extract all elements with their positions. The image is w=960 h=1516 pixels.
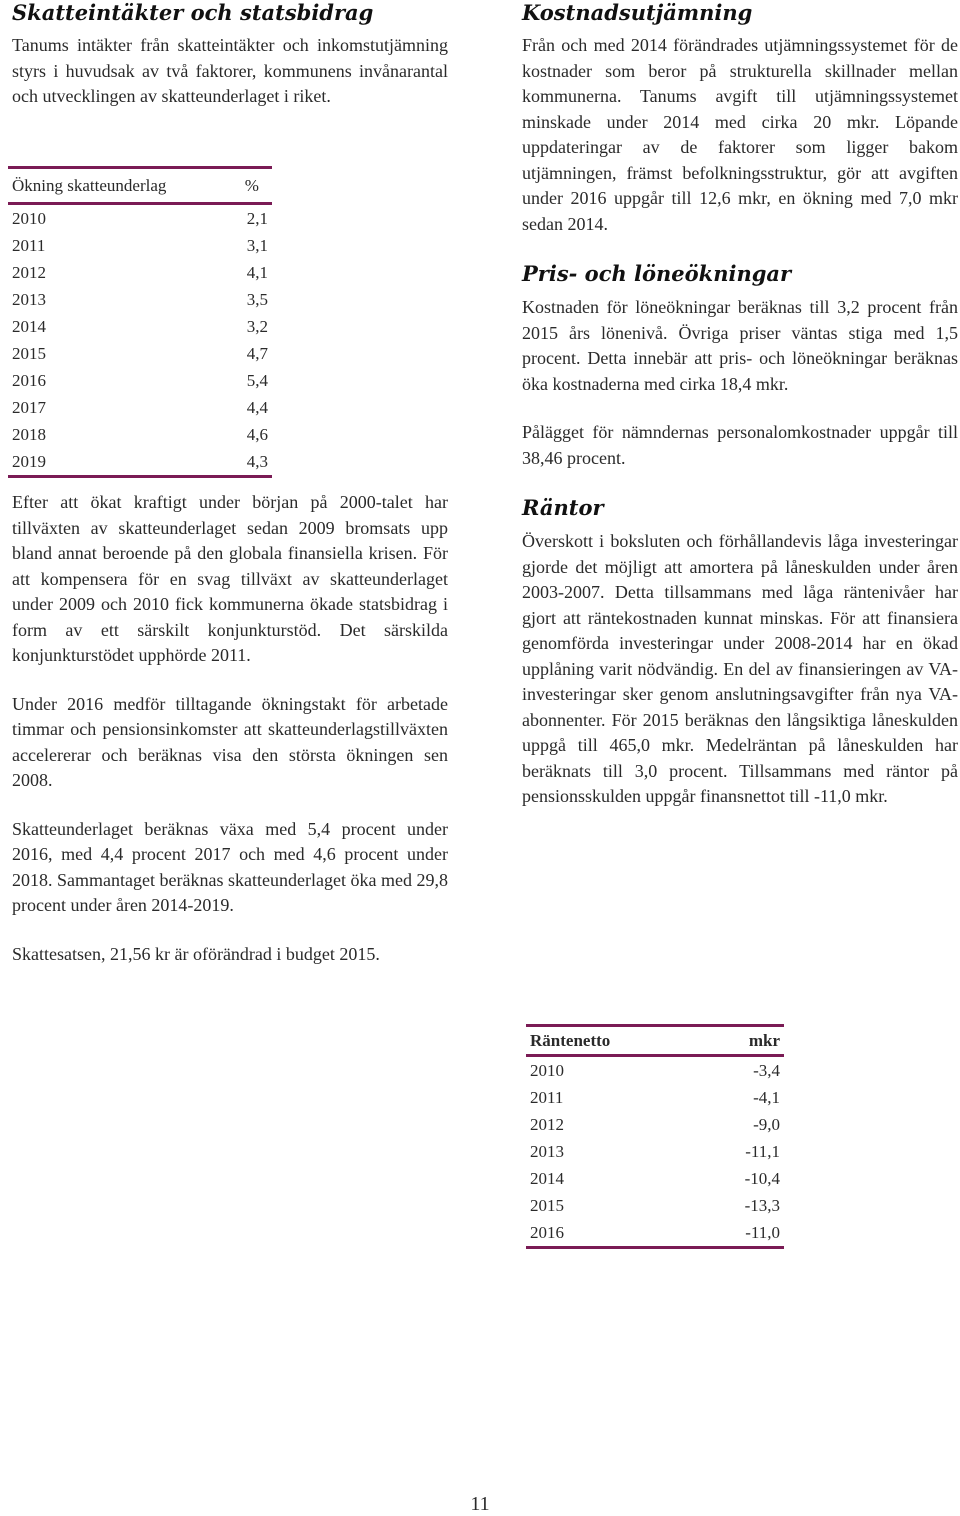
table-row [8,204,272,233]
intro-paragraph: Tanums intäkter från skatteintäkter och inkomstutjämning styrs i huvudsak av två faktorer, kommunens invånarantal och utvecklingen av skatteunderlaget i riket. [12,35,448,106]
row-value: 5,4 [246,370,268,390]
paragraph-skattesats: Skattesatsen, 21,56 kr är oförändrad i budget 2015. [12,943,380,964]
paragraph-tillvaxt: Efter att ökat kraftigt under början på 2000-talet har tillväxten av skatteunderlaget sedan 2009 bromsats upp bland annat beroende på den globala finansiella krisen. För att kompensera för en svag tillväxt av skatteunderlaget under 2009 och 2010 fick kommunerna ökade statsbidrag i form av ett särskilt konjunkturstöd. Det särskilda konjunkturstödet upphörde 2011. [12,492,448,665]
paragraph-2016: Under 2016 medför tilltagande ökningstakt för arbetade timmar och pensionsinkomster att skatteunderlagstillväxten accelererar och beräknas visa den största ökningen sen 2008. [12,693,448,790]
row-year: 2015 [530,1195,564,1215]
row-value: -11,0 [745,1222,780,1242]
table-header-label: Räntenetto [530,1030,611,1050]
table-row [8,340,272,367]
row-year: 2012 [12,262,46,282]
paragraph-rantor: Överskott i boksluten och förhållandevis låga investeringar gjorde det möjligt att amortera på låneskulden under åren 2003-2007. Detta tillsammans med låga räntenivåer har gjort att räntekostnaden kunnat minskas. För att finansiera genomförda investeringar under 2008-2014 har en ökad upplåning varit nödvändig. En del av finansieringen av VA-investeringar sker genom anslutningsavgifter från nya VA-abonnenter. För 2015 beräknas den långsiktiga låneskulden uppgå till 465,0 mkr. Medelräntan på låneskulden har beräknats till 3,0 procent. Tillsammans med räntor på pensionsskulden uppgår finansnettot till -11,0 mkr. [522,531,958,806]
table-row [8,421,272,448]
heading-kostnadsutjamning: Kostnadsutjämning [522,0,753,25]
table-header-unit: % [244,175,259,195]
row-year: 2013 [530,1141,564,1161]
table-row [526,1165,784,1192]
paragraph-kostnadsutjamning: Från och med 2014 förändrades utjämningssystemet för de kostnader som beror på strukturella skillnader mellan kommunerna. Tanums avgift till utjämningssystemet minskade under 2014 med cirka 20 mkr. Löpande uppdateringar av de faktorer som ligger bakom utjämningen, främst befolkningsstruktur, gör att avgiften under 2016 uppgår till 12,6 mkr, en ökning med 7,0 mkr sedan 2014. [522,35,958,234]
table-header-unit: mkr [748,1030,780,1050]
table-row [8,367,272,394]
row-year: 2015 [12,343,46,363]
table-row [8,286,272,313]
row-year: 2018 [12,424,46,444]
heading-skatteintakter: Skatteintäkter och statsbidrag [12,0,374,25]
row-year: 2011 [530,1087,564,1107]
row-year: 2019 [12,451,46,471]
table-row [526,1111,784,1138]
row-year: 2014 [12,316,46,336]
left-column [12,0,448,110]
row-value: 2,1 [246,208,268,228]
row-value: 4,3 [246,451,268,471]
row-year: 2016 [530,1222,564,1242]
heading-pris-loneokningar: Pris- och löneökningar [522,261,792,286]
table-row [526,1138,784,1165]
row-year: 2013 [12,289,46,309]
skatteunderlag-table [8,166,272,478]
row-value: 3,5 [246,289,268,309]
page-number: 11 [470,1493,490,1515]
row-year: 2010 [530,1060,564,1080]
row-year: 2012 [530,1114,564,1134]
row-year: 2016 [12,370,46,390]
rantenetto-table-wrap [526,1024,784,1249]
row-value: 3,2 [246,316,268,336]
paragraph-prognos: Skatteunderlaget beräknas växa med 5,4 procent under 2016, med 4,4 procent 2017 och med 4,6 procent under 2018. Sammantaget beräknas skatteunderlaget öka med 29,8 procent under åren 2014-2019. [12,818,448,915]
row-year: 2014 [530,1168,564,1188]
left-column-lower [12,490,448,967]
table-row [8,259,272,286]
skatteunderlag-table-wrap [8,166,272,478]
row-value: -3,4 [753,1060,780,1080]
table-row [526,1084,784,1111]
heading-rantor: Räntor [522,495,604,520]
row-year: 2017 [12,397,46,417]
table-row [526,1192,784,1219]
table-row [8,313,272,340]
row-value: -11,1 [745,1141,780,1161]
paragraph-palagg: Pålägget för nämndernas personalomkostnader uppgår till 38,46 procent. [522,422,958,468]
row-value: -4,1 [753,1087,780,1107]
rantenetto-table [526,1024,784,1249]
table-row [8,448,272,477]
table-row [8,232,272,259]
row-value: 4,1 [246,262,268,282]
row-year: 2011 [12,235,46,255]
table-row [526,1056,784,1085]
row-value: 4,6 [246,424,268,444]
row-year: 2010 [12,208,46,228]
row-value: 3,1 [246,235,268,255]
table-row [526,1219,784,1248]
row-value: 4,7 [246,343,268,363]
table-row [8,394,272,421]
row-value: -9,0 [753,1114,780,1134]
right-column [522,0,958,810]
table-header-label: Ökning skatteunderlag [12,175,167,195]
row-value: -10,4 [744,1168,780,1188]
row-value: 4,4 [246,397,268,417]
row-value: -13,3 [744,1195,780,1215]
paragraph-loneokningar: Kostnaden för löneökningar beräknas till 3,2 procent från 2015 års lönenivå. Övriga priser väntas stiga med 1,5 procent. Detta innebär att pris- och löneökningar beräknas öka kostnaderna med cirka 18,4 mkr. [522,297,958,394]
